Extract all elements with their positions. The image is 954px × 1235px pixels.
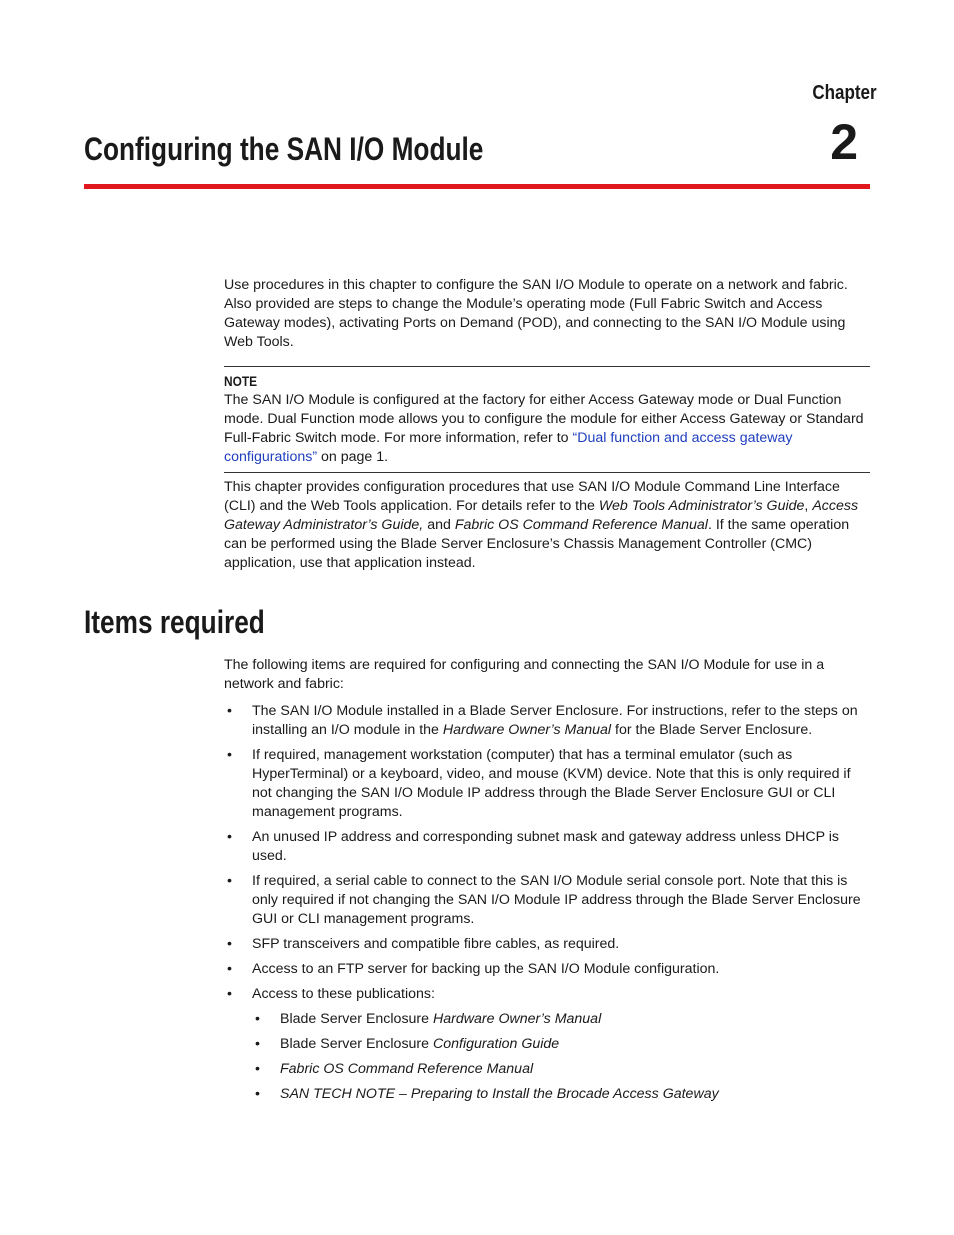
section-lead	[224, 656, 870, 694]
book-title: Web Tools Administrator’s Guide	[598, 498, 805, 514]
publication-item	[252, 1035, 870, 1054]
list-item	[224, 985, 870, 1104]
book-title: SAN TECH NOTE – Preparing to Install the Brocade Access Gateway	[280, 1086, 719, 1102]
cli-paragraph	[224, 478, 870, 573]
publication-item	[252, 1085, 870, 1104]
publication-item	[252, 1060, 870, 1079]
list-item	[224, 702, 870, 740]
text-run: and	[423, 517, 455, 533]
text-run: The SAN I/O Module installed in a Blade Server Enclosure. For instructions, refer to the steps on installing an I/O module in the	[252, 703, 858, 738]
intro-text: Use procedures in this chapter to configure the SAN I/O Module to operate on a network and fabric. Also provided are steps to change the Module’s operating mode (Full Fabric Switch and Access Gateway modes), activating Ports on Demand (POD), and connecting to the SAN I/O Module using Web Tools.	[224, 277, 848, 350]
title-rule	[84, 184, 870, 189]
book-title: Hardware Owner’s Manual	[442, 722, 612, 738]
list-item: • If required, a serial cable to connect to the SAN I/O Module serial console port. Note that this is only required if not changing the SAN I/O Module IP address through the Blade Server Enclosure GUI or CLI management programs.	[224, 872, 870, 929]
chapter-title: Configuring the SAN I/O Module	[84, 131, 484, 167]
text-run: . If the same operation can be performed using the Blade Server Enclosure’s Chassis Management Controller (CMC) application, use that application instead.	[224, 517, 850, 571]
publications-list	[252, 1010, 870, 1104]
book-title: Configuration Guide	[433, 1036, 560, 1052]
list-item: • Access to an FTP server for backing up the SAN I/O Module configuration.	[224, 960, 870, 979]
book-title: Hardware Owner’s Manual	[433, 1011, 602, 1027]
list-item: • An unused IP address and corresponding subnet mask and gateway address unless DHCP is used.	[224, 828, 870, 866]
text-run: This chapter provides configuration procedures that use SAN I/O Module Command Line Interface (CLI) and the Web Tools application. For details refer to the	[224, 479, 840, 514]
book-title: Access Gateway Administrator’s Guide,	[224, 498, 859, 533]
text-run: Access to these publications:	[252, 986, 435, 1002]
text-run: Blade Server Enclosure	[280, 1036, 433, 1052]
publication-item	[252, 1010, 870, 1029]
text-run: Blade Server Enclosure	[280, 1011, 433, 1027]
section-lead-text: The following items are required for configuring and connecting the SAN I/O Module for use in a network and fabric:	[224, 657, 825, 692]
chapter-number: 2	[830, 114, 858, 170]
text-run: for the Blade Server Enclosure.	[611, 722, 813, 738]
cli-paragraph-text	[224, 478, 870, 573]
intro-paragraph	[224, 276, 870, 352]
note-box	[224, 366, 870, 473]
note-text: The SAN I/O Module is configured at the factory for either Access Gateway mode or Dual Function mode. Dual Function mode allows you to configure the module for either Access Gateway or Standard Full-Fabric Switch mode. For more information, refer to	[224, 392, 864, 446]
note-cross-reference-link[interactable]: “Dual function and access gateway configurations”	[224, 430, 793, 465]
text-run: ,	[804, 498, 813, 514]
list-item: • SFP transceivers and compatible fibre cables, as required.	[224, 935, 870, 954]
note-label: NOTE	[224, 373, 258, 389]
chapter-label: Chapter	[812, 82, 877, 104]
items-list	[224, 702, 870, 1110]
list-item: • If required, management workstation (computer) that has a terminal emulator (such as HyperTerminal) or a keyboard, video, and mouse (KVM) device. Note that this is only required if not changing the SAN I/O Module IP address through the Blade Server Enclosure GUI or CLI management programs.	[224, 746, 870, 822]
section-title: Items required	[84, 604, 265, 640]
book-title: Fabric OS Command Reference Manual	[454, 517, 708, 533]
book-title: Fabric OS Command Reference Manual	[280, 1061, 534, 1077]
note-suffix: on page 1.	[317, 449, 389, 465]
